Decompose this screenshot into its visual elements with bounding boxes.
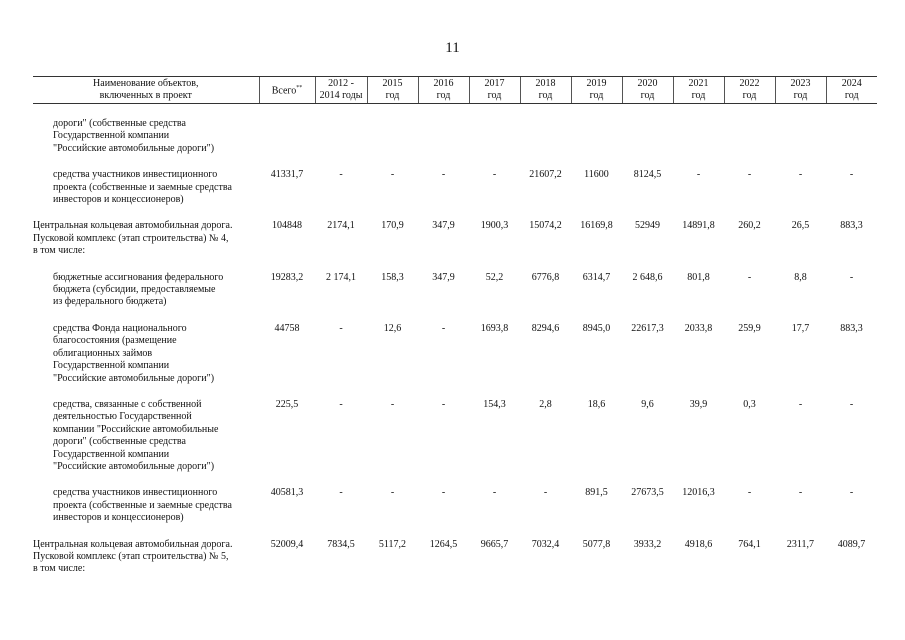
row-value-cell: 158,3: [381, 271, 404, 283]
row-value-cell: 17,7: [791, 322, 810, 334]
row-value-cell: [826, 118, 877, 155]
row-value-cell: -: [390, 487, 395, 499]
row-value-cell: -: [747, 487, 752, 499]
row-value-cell: 2311,7: [786, 538, 815, 550]
row-value-cell: 891,5: [585, 487, 608, 499]
row-value-cell: 5077,8: [582, 538, 611, 550]
footnote-mark: **: [296, 85, 303, 92]
header-year-cell: 2012 - 2014 годы: [315, 77, 367, 104]
table-row: [33, 220, 877, 257]
row-value-cell: 801,8: [687, 271, 710, 283]
row-value-cell: -: [798, 398, 803, 410]
row-value-cell: -: [747, 271, 752, 283]
row-value-cell: 1264,5: [429, 538, 458, 550]
row-value-cell: -: [798, 169, 803, 181]
row-value-cell: [775, 118, 826, 155]
row-value-cell: 8945,0: [582, 322, 611, 334]
table-row: [33, 118, 877, 155]
page-number: 11: [445, 40, 460, 56]
row-value-cell: -: [390, 169, 395, 181]
row-value-cell: -: [492, 169, 497, 181]
row-value-cell: 12,6: [383, 322, 402, 334]
row-value-cell: 16169,8: [580, 220, 613, 232]
row-value-cell: 9,6: [641, 398, 654, 410]
header-year-cell: 2018 год: [520, 77, 571, 104]
row-total-cell: 104848: [272, 220, 302, 232]
header-year-cell: 2017 год: [469, 77, 520, 104]
row-value-cell: 12016,3: [682, 487, 715, 499]
row-value-cell: 6314,7: [582, 271, 611, 283]
row-value-cell: 2033,8: [684, 322, 713, 334]
financing-table: [33, 76, 877, 576]
row-value-cell: 883,3: [840, 220, 863, 232]
row-name-cell: Центральная кольцевая автомобильная дорога. Пусковой комплекс (этап строительства) № 4, в том числе:: [33, 220, 233, 257]
row-value-cell: 4918,6: [684, 538, 713, 550]
row-value-cell: [622, 118, 673, 155]
header-year-cell: 2019 год: [571, 77, 622, 104]
row-value-cell: -: [339, 398, 343, 410]
row-value-cell: 52949: [635, 220, 660, 232]
table-row: [33, 539, 877, 576]
row-name-cell: средства, связанные с собственной деятельностью Государственной компании "Российские автомобильные дороги" (собственные средства Государственной компании "Российские автомобильные дороги"): [53, 398, 219, 472]
row-value-cell: 1900,3: [480, 220, 509, 232]
row-value-cell: -: [849, 487, 854, 499]
row-value-cell: -: [747, 169, 752, 181]
row-total-cell: 44758: [274, 322, 300, 334]
row-value-cell: 883,3: [840, 322, 863, 334]
row-name-cell: средства участников инвестиционного проекта (собственные и заемные средства инвесторов и концессионеров): [53, 487, 232, 524]
row-value-cell: -: [696, 169, 701, 181]
row-value-cell: 764,1: [738, 538, 761, 550]
row-total-cell: [259, 118, 315, 155]
header-year-cell: 2015 год: [367, 77, 418, 104]
row-value-cell: -: [441, 322, 446, 334]
row-value-cell: -: [339, 169, 343, 181]
row-value-cell: 259,9: [738, 322, 761, 334]
row-value-cell: -: [441, 169, 446, 181]
table-row: [33, 323, 877, 385]
row-total-cell: 52009,4: [270, 538, 304, 550]
row-name-cell: Центральная кольцевая автомобильная дорога. Пусковой комплекс (этап строительства) № 5, в том числе:: [33, 538, 233, 575]
row-value-cell: 15074,2: [529, 220, 562, 232]
header-year-cell: 2024 год: [826, 77, 877, 104]
row-value-cell: 7834,5: [327, 538, 355, 550]
row-value-cell: [315, 118, 367, 155]
row-value-cell: 52,2: [485, 271, 504, 283]
table-body: [33, 104, 877, 576]
row-value-cell: -: [390, 398, 395, 410]
header-name-cell: Наименование объектов, включенных в проект: [33, 77, 259, 104]
row-value-cell: 154,3: [483, 398, 506, 410]
header-year-cell: 2022 год: [724, 77, 775, 104]
row-value-cell: 4089,7: [837, 538, 866, 550]
row-value-cell: 347,9: [432, 271, 455, 283]
row-value-cell: 0,3: [743, 398, 756, 410]
row-value-cell: 9665,7: [480, 538, 509, 550]
row-value-cell: [673, 118, 724, 155]
row-value-cell: 2,8: [539, 398, 552, 410]
row-value-cell: -: [849, 398, 854, 410]
table-row: [33, 487, 877, 524]
row-value-cell: 5117,2: [378, 538, 407, 550]
row-value-cell: 8,8: [794, 271, 807, 283]
row-value-cell: 7032,4: [531, 538, 560, 550]
row-value-cell: [520, 118, 571, 155]
row-value-cell: -: [849, 271, 854, 283]
row-value-cell: 1693,8: [480, 322, 509, 334]
row-value-cell: 8124,5: [633, 169, 662, 181]
row-value-cell: 26,5: [791, 220, 810, 232]
header-year-cell: 2020 год: [622, 77, 673, 104]
header-year-cell: 2016 год: [418, 77, 469, 104]
row-value-cell: 2 648,6: [632, 271, 663, 283]
header-year-cell: 2021 год: [673, 77, 724, 104]
row-value-cell: 14891,8: [682, 220, 715, 232]
row-value-cell: [571, 118, 622, 155]
row-value-cell: 8294,6: [531, 322, 560, 334]
table-row: [33, 272, 877, 309]
row-name-cell: средства Фонда национального благосостояния (размещение облигационных займов Государственной компании "Российские автомобильные дороги"): [53, 322, 215, 384]
row-value-cell: [418, 118, 469, 155]
row-value-cell: [367, 118, 418, 155]
row-value-cell: -: [543, 487, 548, 499]
row-value-cell: 39,9: [689, 398, 708, 410]
row-value-cell: 2174,1: [327, 220, 355, 232]
row-total-cell: 225,5: [275, 398, 299, 410]
table-header: [33, 77, 877, 104]
header-year-cell: 2023 год: [775, 77, 826, 104]
row-value-cell: -: [339, 487, 343, 499]
row-total-cell: 40581,3: [270, 487, 304, 499]
row-value-cell: 2 174,1: [326, 271, 356, 283]
row-value-cell: 3933,2: [633, 538, 662, 550]
row-value-cell: 22617,3: [631, 322, 664, 334]
row-value-cell: 347,9: [432, 220, 455, 232]
row-value-cell: 6776,8: [531, 271, 560, 283]
row-value-cell: 18,6: [587, 398, 606, 410]
row-value-cell: -: [798, 487, 803, 499]
row-value-cell: [469, 118, 520, 155]
row-name-cell: бюджетные ассигнования федерального бюджета (субсидии, предоставляемые из федерального бюджета): [53, 271, 224, 308]
row-value-cell: [724, 118, 775, 155]
row-value-cell: -: [339, 322, 343, 334]
row-value-cell: -: [441, 398, 446, 410]
row-value-cell: 260,2: [738, 220, 761, 232]
row-value-cell: -: [441, 487, 446, 499]
row-value-cell: -: [849, 169, 854, 181]
row-name-cell: дороги" (собственные средства Государственной компании "Российские автомобильные дороги"): [53, 118, 215, 154]
table-row: [33, 169, 877, 206]
row-total-cell: 19283,2: [270, 271, 304, 283]
row-value-cell: -: [492, 487, 497, 499]
row-value-cell: 11600: [584, 169, 609, 181]
row-value-cell: 27673,5: [631, 487, 664, 499]
row-total-cell: 41331,7: [270, 169, 304, 181]
table-row: [33, 399, 877, 473]
header-total-cell: Всего**: [259, 77, 315, 104]
row-value-cell: 21607,2: [529, 169, 562, 181]
row-value-cell: 170,9: [381, 220, 404, 232]
row-name-cell: средства участников инвестиционного проекта (собственные и заемные средства инвесторов и концессионеров): [53, 169, 232, 206]
